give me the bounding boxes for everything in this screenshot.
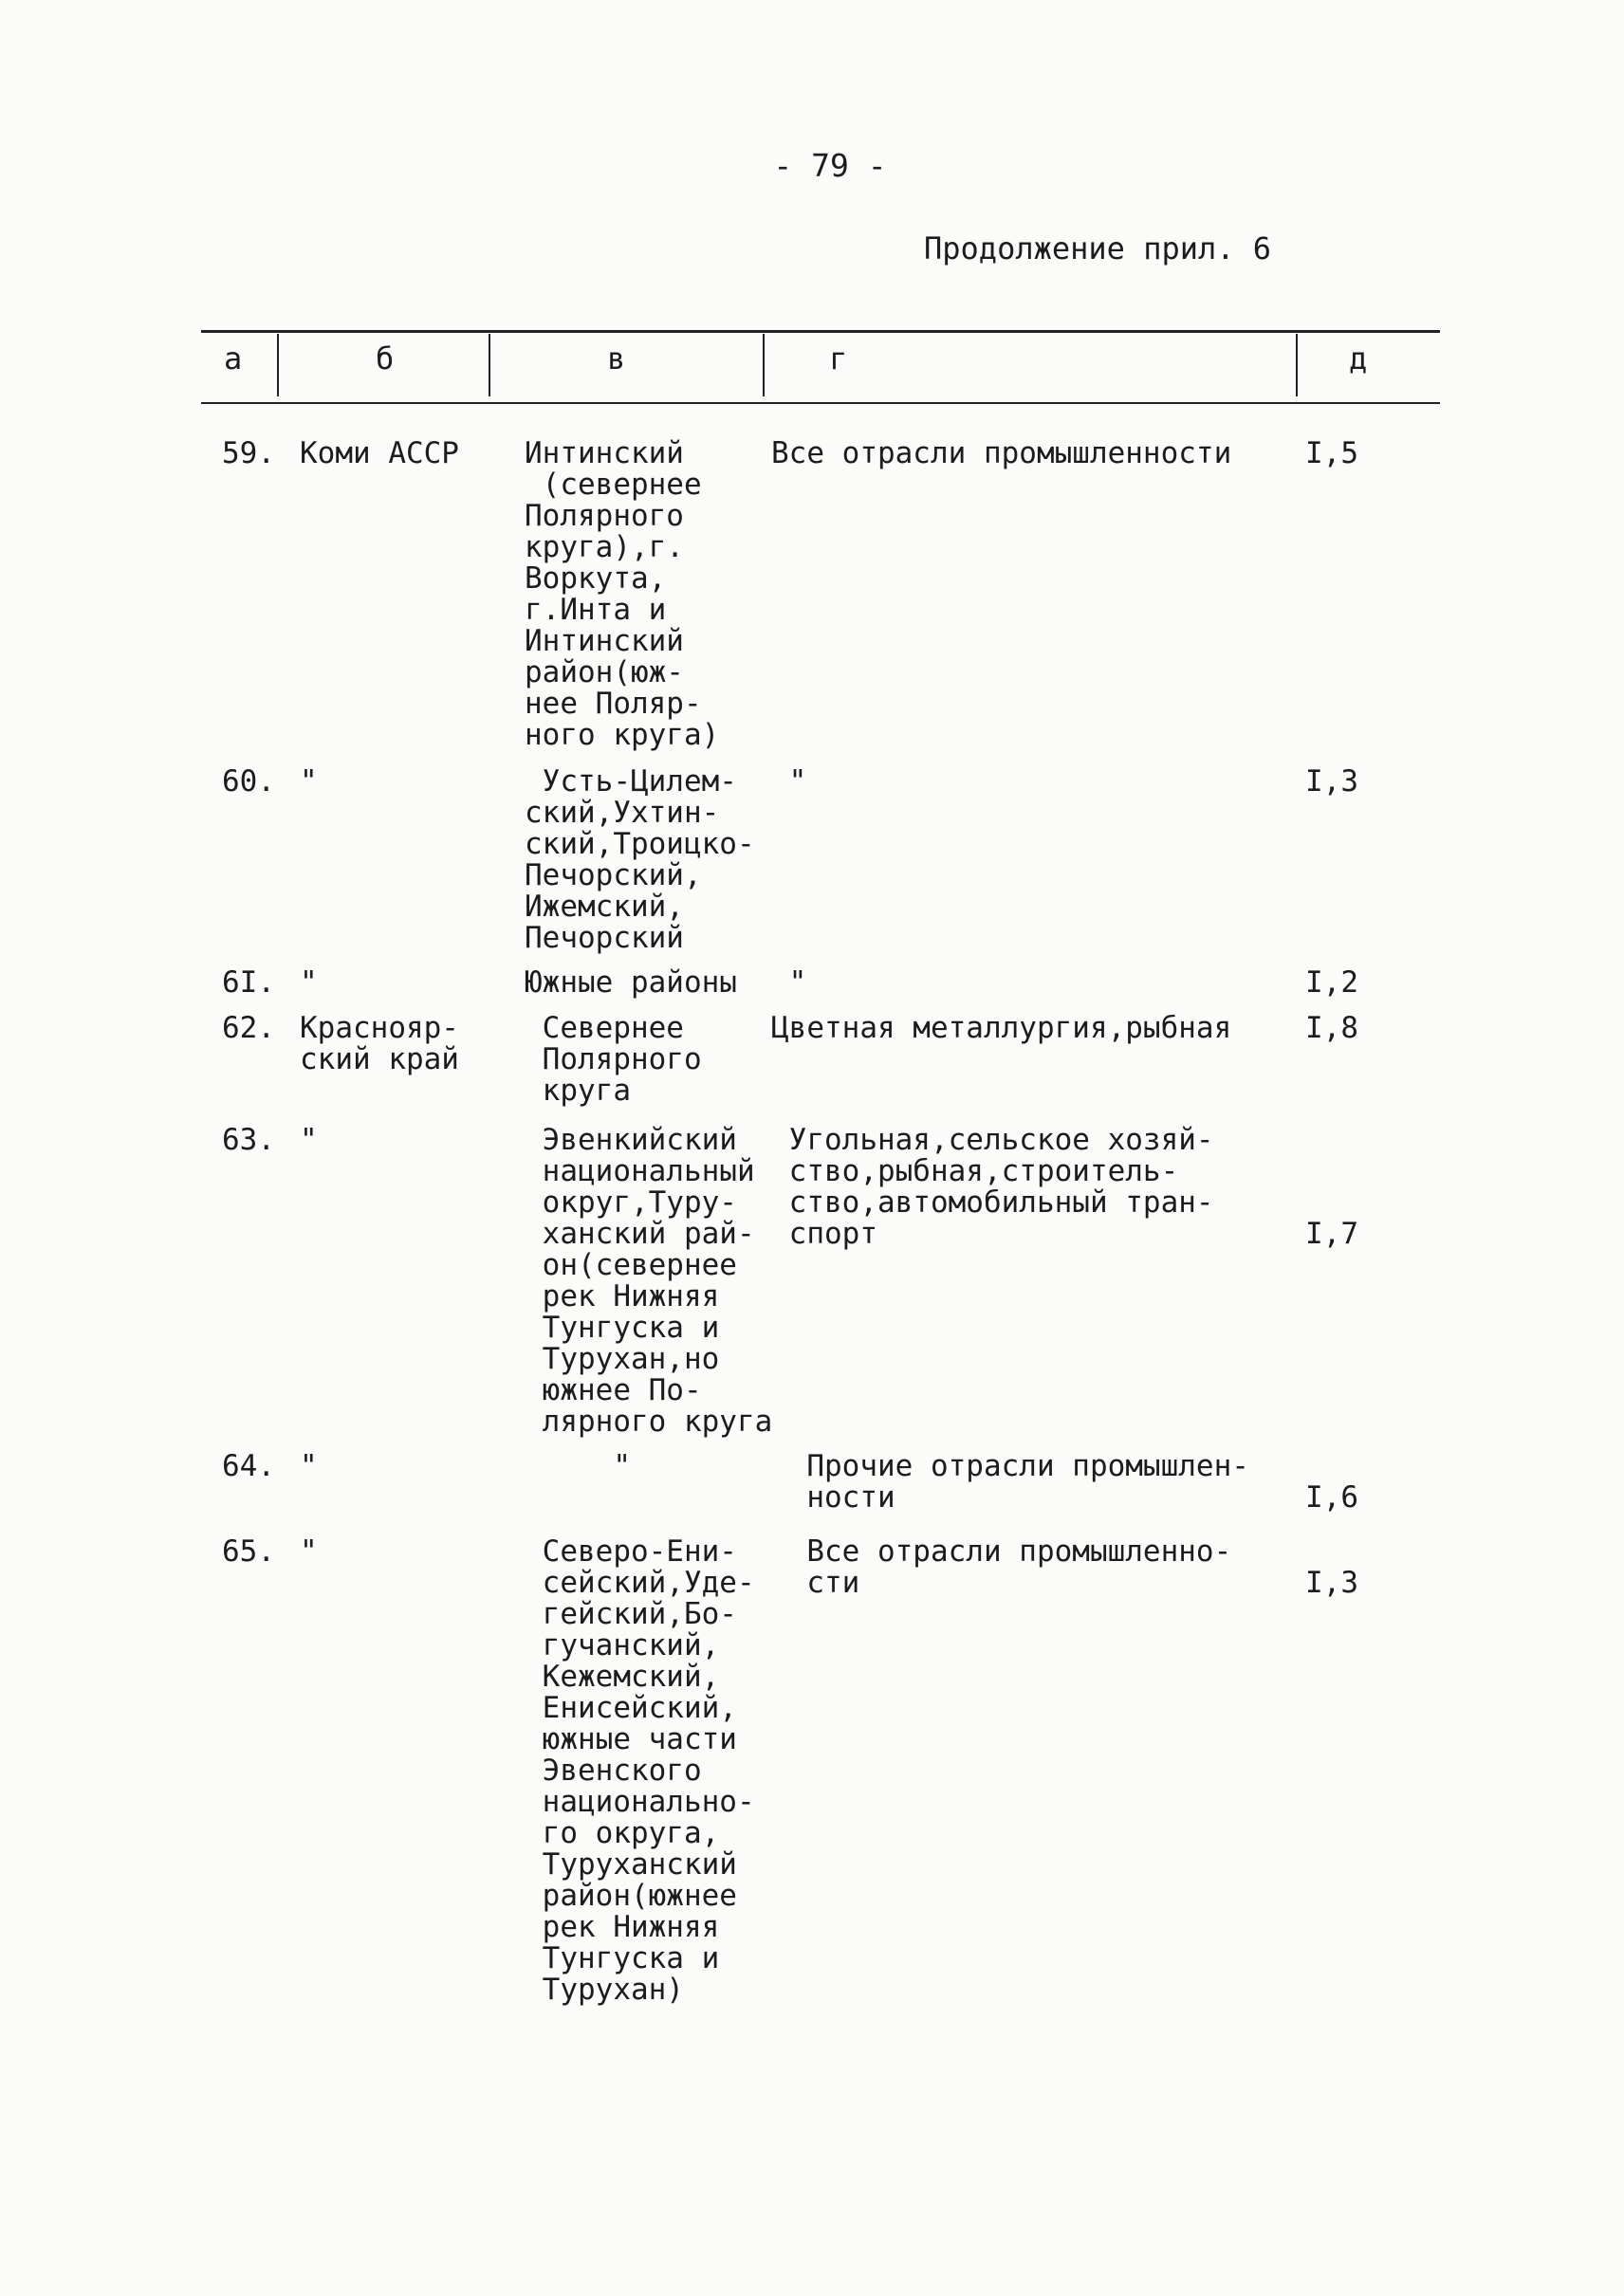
column-divider — [1296, 334, 1298, 396]
header-col-g: г — [829, 340, 848, 377]
header-bottom-rule — [201, 402, 1440, 404]
industry-cell: " — [771, 965, 807, 1000]
area-cell: Южные районы — [525, 965, 737, 1000]
industry-cell: " — [771, 764, 807, 799]
row-number: 62. — [222, 1011, 275, 1045]
area-cell: " — [525, 1449, 631, 1483]
region-cell: Коми АССР — [300, 436, 459, 470]
coefficient-cell: I,2 — [1305, 965, 1358, 1000]
industry-cell: Все отрасли промышленности — [771, 436, 1232, 470]
row-number: 6I. — [222, 965, 275, 1000]
row-number: 59. — [222, 436, 275, 470]
header-col-a: а — [224, 340, 243, 377]
industry-cell: Цветная металлургия,рыбная — [771, 1011, 1232, 1045]
column-divider — [763, 334, 765, 396]
header-col-b: б — [376, 340, 395, 377]
region-cell: " — [300, 764, 318, 799]
coefficient-cell: I,8 — [1305, 1011, 1358, 1045]
region-cell: " — [300, 1123, 318, 1157]
coefficient-cell: I,3 — [1305, 764, 1358, 799]
area-cell: Эвенкийский национальный округ,Туру- ханский рай- он(севернее рек Нижняя Тунгуска и Турухан,но южнее По- лярного круга — [542, 1123, 773, 1439]
row-number: 64. — [222, 1449, 275, 1483]
region-cell: " — [300, 965, 318, 1000]
continuation-title: Продолжение прил. 6 — [924, 230, 1272, 266]
row-number: 65. — [222, 1534, 275, 1569]
area-cell: Северо-Ени- сейский,Удe- гейский,Бо- гучанский, Кежемский, Енисейский, южные части Эвенского национально- го округа, Туруханский район(южнее рек Нижняя Тунгуска и Турухан) — [542, 1534, 755, 2007]
row-number: 63. — [222, 1123, 275, 1157]
industry-cell: Все отрасли промышленно- сти — [806, 1534, 1232, 1600]
column-divider — [489, 334, 490, 396]
industry-cell: Прочие отрасли промышлен- ности — [806, 1449, 1249, 1515]
header-top-rule — [201, 330, 1440, 333]
region-cell: " — [300, 1449, 318, 1483]
coefficient-cell: I,6 — [1305, 1480, 1358, 1515]
coefficient-cell: I,3 — [1305, 1566, 1358, 1600]
region-cell: Краснояр- ский край — [300, 1011, 459, 1076]
header-col-v: в — [607, 340, 626, 377]
table-header — [201, 330, 1440, 404]
area-cell: Интинский (севернее Полярного круга),г. Воркута, г.Инта и Интинский район(юж- нее Поляр- ного круга) — [525, 436, 720, 752]
coefficient-cell: I,7 — [1305, 1217, 1358, 1251]
region-cell: " — [300, 1534, 318, 1569]
coefficient-cell: I,5 — [1305, 436, 1358, 470]
row-number: 60. — [222, 764, 275, 799]
header-col-d: д — [1349, 340, 1368, 377]
column-divider — [277, 334, 279, 396]
page-number: - 79 - — [773, 147, 887, 184]
area-cell: Севернее Полярного круга — [542, 1011, 702, 1108]
industry-cell: Угольная,сельское хозяй- ство,рыбная,строитель- ство,автомобильный тран- спорт — [788, 1123, 1214, 1251]
area-cell: Усть-Цилем- ский,Ухтин- ский,Троицко- Печорский, Ижемский, Печорский — [525, 764, 755, 955]
